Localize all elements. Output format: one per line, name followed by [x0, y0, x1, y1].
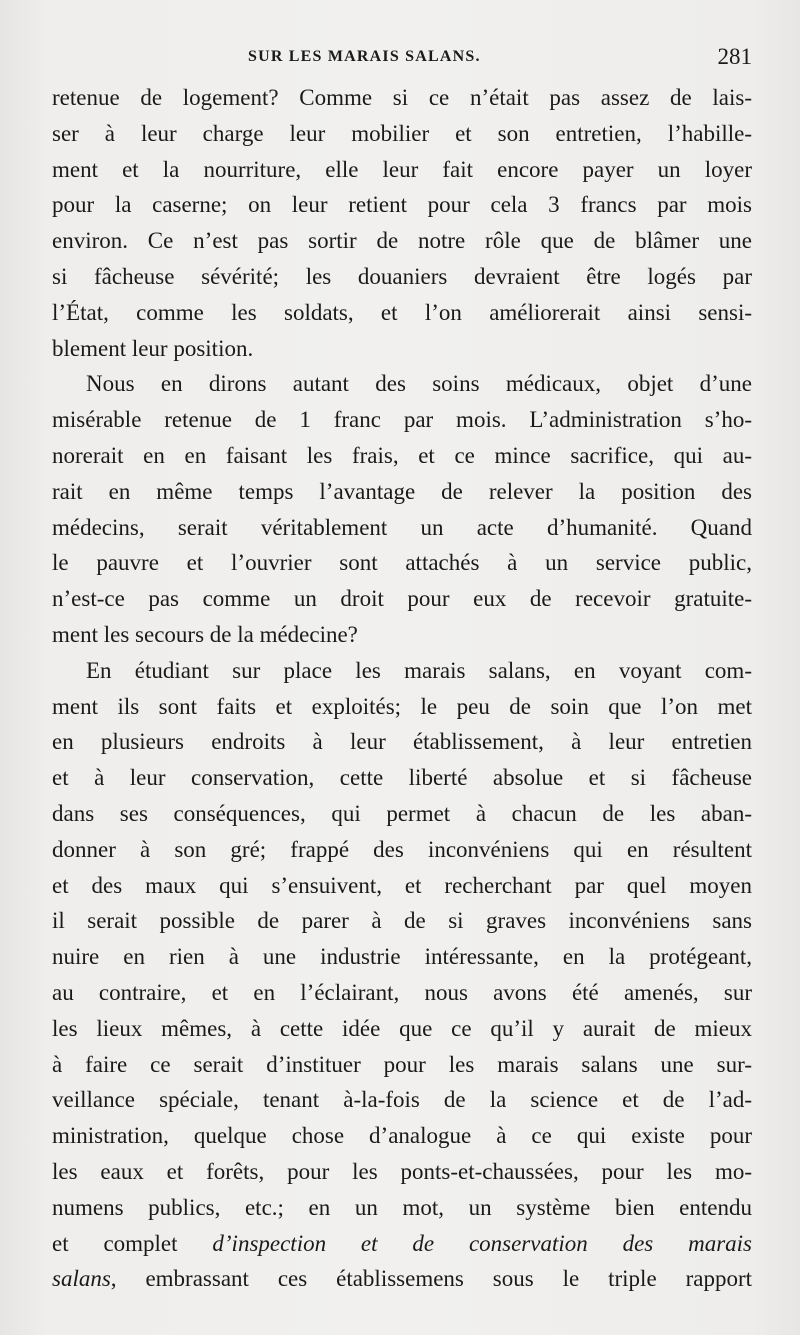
text-line: il serait possible de parer à de si graves inconvéniens sans	[52, 908, 752, 934]
text-line: environ. Ce n’est pas sortir de notre rôle que de blâmer une	[52, 228, 752, 254]
text-line: les lieux mêmes, à cette idée que ce qu’il y aurait de mieux	[52, 1015, 752, 1041]
text-line: nuire en rien à une industrie intéressante, en la protégeant,	[52, 944, 752, 970]
text-line: et à leur conservation, cette liberté absolue et si fâcheuse	[52, 765, 752, 791]
text-line: ministration, quelque chose d’analogue à ce qui existe pour	[52, 1123, 752, 1149]
text-line-with-italic	[52, 1226, 752, 1262]
page-number: 281	[717, 44, 752, 69]
line-text: , embrassant ces établissemens sous le triple rapport	[110, 1266, 752, 1292]
text-line: ment et la nourriture, elle leur fait encore payer un loyer	[52, 156, 752, 182]
text-line: à faire ce serait d’instituer pour les marais salans une sur-	[52, 1051, 752, 1077]
text-line: en plusieurs endroits à leur établissement, à leur entretien	[52, 729, 752, 755]
text-line: dans ses conséquences, qui permet à chacun de les aban-	[52, 800, 752, 826]
text-line: blement leur position.	[52, 335, 254, 361]
running-title: SUR LES MARAIS SALANS.	[248, 48, 481, 65]
text-line-with-italic	[52, 1261, 752, 1297]
text-line: et des maux qui s’ensuivent, et recherchant par quel moyen	[52, 872, 752, 898]
text-line: retenue de logement? Comme si ce n’était pas assez de lais-	[52, 85, 752, 110]
paragraph-start-line: Nous en dirons autant des soins médicaux, objet d’une	[86, 371, 752, 397]
text-line: si fâcheuse sévérité; les douaniers devraient être logés par	[52, 263, 752, 289]
text-line: norerait en en faisant les frais, et ce mince sacrifice, qui au-	[52, 442, 752, 468]
line-text: et complet	[52, 1230, 213, 1256]
text-line: pour la caserne; on leur retient pour cela 3 francs par mois	[52, 192, 752, 218]
text-line: ser à leur charge leur mobilier et son entretien, l’habille-	[52, 120, 752, 146]
text-line: numens publics, etc.; en un mot, un système bien entendu	[52, 1194, 752, 1220]
italic-phrase: d’inspection et de conservation des marais	[212, 1230, 753, 1256]
text-line: donner à son gré; frappé des inconvéniens qui en résultent	[52, 836, 752, 862]
text-line: les eaux et forêts, pour les ponts-et-chaussées, pour les mo-	[52, 1158, 752, 1184]
italic-phrase: salans	[52, 1266, 111, 1292]
text-line: l’État, comme les soldats, et l’on améliorerait ainsi sensi-	[52, 299, 752, 325]
text-line: veillance spéciale, tenant à-la-fois de la science et de l’ad-	[52, 1087, 752, 1113]
text-line: le pauvre et l’ouvrier sont attachés à un service public,	[52, 550, 752, 576]
text-line: ment ils sont faits et exploités; le peu de soin que l’on met	[52, 693, 752, 719]
text-line: misérable retenue de 1 franc par mois. L’administration s’ho-	[52, 407, 752, 433]
text-line: médecins, serait véritablement un acte d’humanité. Quand	[52, 514, 752, 540]
text-body	[52, 80, 752, 1297]
text-line: au contraire, et en l’éclairant, nous avons été amenés, sur	[52, 979, 752, 1005]
text-line: n’est-ce pas comme un droit pour eux de recevoir gratuite-	[52, 586, 752, 612]
text-line: ment les secours de la médecine?	[52, 621, 358, 647]
running-head	[52, 44, 752, 74]
text-line: rait en même temps l’avantage de relever la position des	[52, 478, 752, 504]
paragraph-start-line: En étudiant sur place les marais salans, en voyant com-	[86, 657, 752, 683]
